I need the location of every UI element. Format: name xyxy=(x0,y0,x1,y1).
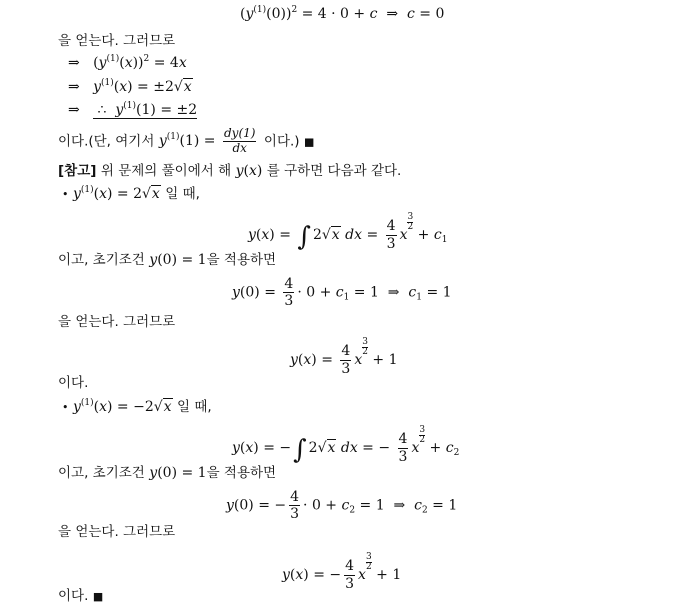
qed-mark: ■ xyxy=(92,590,104,603)
solution-equation-2: y(x) = − $\frac{4}{3}$ x $\frac{3}{2}$ + 1 xyxy=(282,552,402,592)
solution-equation-1: y(x) = $\frac{4}{3}$ x $\frac{3}{2}$ + 1 xyxy=(290,337,398,377)
equation-step-1: ⇒ $(y^{(1)}(x))^2 = 4x$ xyxy=(68,54,187,71)
case-1-line: • $y^{(1)}(x) = 2√x$ 일 때, xyxy=(62,185,200,202)
equation-c2: y(0) = − $\frac{4}{3}$ · $0 + c_2 = 1$ ⇒ $c_2 = 1$ xyxy=(226,489,458,523)
equation-c1: y(0) = $\frac{4}{3}$ · $0 + c_1 = 1$ ⇒ $c_1 = 1$ xyxy=(232,276,452,310)
integral-equation-2: y(x) = −∫ 2√x dx = − $\frac{4}{3}$ x $\frac{3}{2}$ + $c_2$ xyxy=(232,425,460,465)
text-line: 을 얻는다. 그러므로 xyxy=(58,33,176,49)
text-line: 을 얻는다. 그러므로 xyxy=(58,314,176,330)
initial-condition-line-1: 이고, 초기조건 y(0) = 1을 적용하면 xyxy=(58,252,277,268)
reference-line: [참고] 위 문제의 풀이에서 해 y(x) 를 구하면 다음과 같다. xyxy=(58,163,402,179)
text-line: 이다. xyxy=(58,375,89,391)
case-2-line: • $y^{(1)}(x) = -2√x$ 일 때, xyxy=(62,398,212,415)
reference-label: [참고] xyxy=(58,163,97,179)
initial-condition-line-2: 이고, 초기조건 y(0) = 1을 적용하면 xyxy=(58,465,277,481)
equation-top: $(y^{(1)}(0))^2 = 4 \cdot 0 + c$ ⇒ c = 0 xyxy=(240,5,445,22)
integral-equation-1: y(x) = ∫ 2√x dx = $\frac{4}{3}$ x $\frac{3}{2}$ + $c_1$ xyxy=(248,212,448,252)
qed-mark: ■ xyxy=(304,135,315,149)
equation-step-2: ⇒ $y^{(1)}(x) = \pm 2√x$ xyxy=(68,78,192,95)
text-line: 을 얻는다. 그러므로 xyxy=(58,524,176,540)
final-line: 이다. ■ xyxy=(58,588,104,604)
equation-step-3: ⇒ ∴ $y^{(1)}(1) = \pm 2$ xyxy=(68,101,198,118)
note-fraction: $\frac{dy(1)}{dx}$ xyxy=(223,126,256,155)
note-line: 이다.(단, 여기서 $y^{(1)}(1)$ = $\frac{dy(1)}{dx}$ 이다.) ■ xyxy=(58,126,315,155)
